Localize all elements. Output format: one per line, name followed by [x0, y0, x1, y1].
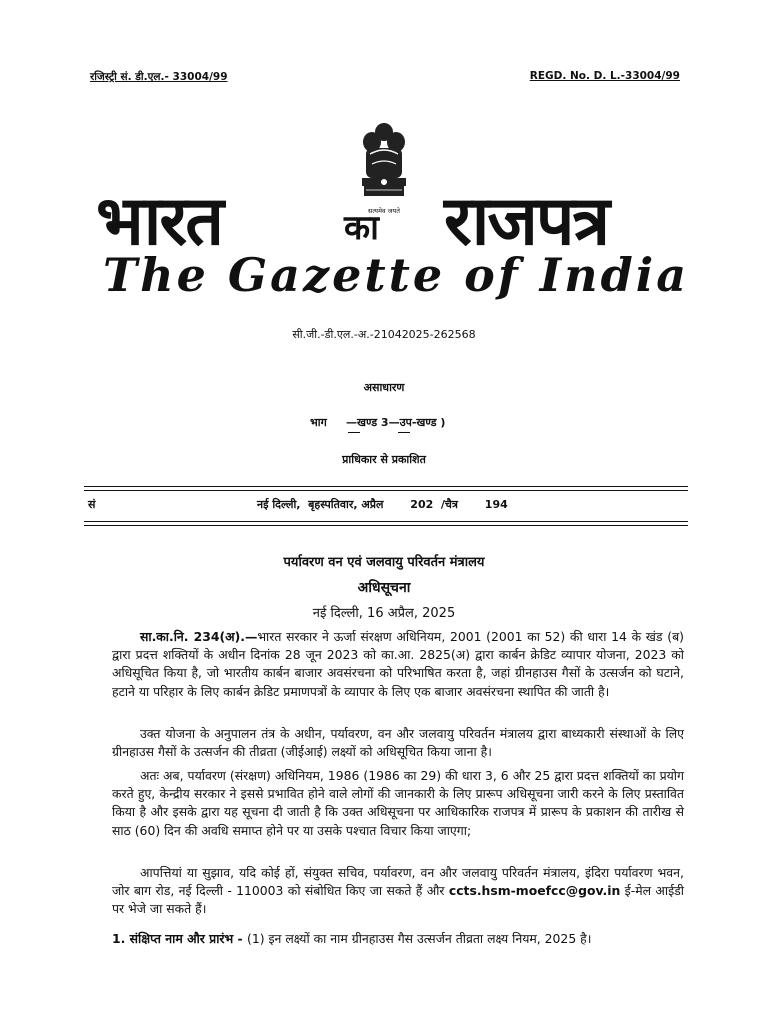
paragraph-5-text: (1) इन लक्ष्यों का नाम ग्रीनहाउस गैस उत्सर्जन तीव्रता लक्ष्य नियम, 2025 है।: [246, 931, 592, 946]
paragraph-1-text: भारत सरकार ने ऊर्जा संरक्षण अधिनियम, 2001 (2001 का 52) की धारा 14 के खंड (ब) द्वारा प्रदत्त शक्तियों के अधीन दिनांक 28 जून 2023 को का.आ. 2825(अ) द्वारा कार्बन क्रेडिट व्यापार योजना, 2023 को अधिसूचित किया है, जो भारतीय कार्बन बाजार अवसंरचना को परिभाषित करता है, जहां ग्रीनहाउस गैसों के उत्सर्जन को घटाने, हटाने या परिहार के लिए कार्बन क्रेडिट प्रमाणपत्रों के व्यापार के लिए एक बाजार अवसंरचना स्थापित की जाती है।: [112, 629, 684, 699]
paragraph-5: [112, 930, 684, 948]
divider: [84, 525, 688, 526]
divider: [84, 490, 688, 491]
section-heading: 1. संक्षिप्त नाम और प्रारंभ -: [112, 931, 247, 946]
paragraph-1: [112, 628, 684, 701]
masthead-rajpatra: राजपत्र: [444, 181, 609, 261]
paragraph-3: [112, 767, 684, 840]
emblem-motto: सत्यमेव जयते: [368, 207, 400, 215]
paragraph-3-text: अतः अब, पर्यावरण (संरक्षण) अधिनियम, 1986 (1986 का 29) की धारा 3, 6 और 25 द्वारा प्रदत्त शक्तियों का प्रयोग करते हुए, केन्द्रीय सरकार ने इससे प्रभावित होने वाले लोगों की जानकारी के लिए प्रारूप अधिसूचना जारी करने के लिए प्रस्तावित किया है और इसके द्वारा यह सूचना दी जाती है कि उक्त अधिसूचना पर आधिकारिक राजपत्र में प्रारूप के प्रकाशन की तारीख से साठ (60) दिन की अवधि समाप्त होने पर या उसके पश्चात विचार किया जाएगा;: [112, 768, 684, 838]
registration-number-english: REGD. No. D. L.-33004/99: [529, 70, 680, 82]
divider: [84, 486, 688, 487]
ministry-title: पर्यावरण वन एवं जलवायु परिवर्तन मंत्रालय: [283, 555, 485, 570]
masthead-ka: का: [344, 208, 377, 248]
paragraph-4-text: आपत्तियां या सुझाव, यदि कोई हों, संयुक्त सचिव, पर्यावरण, वन और जलवायु परिवर्तन मंत्रालय, इंदिरा पर्यावरण भवन, जोर बाग रोड, नई दिल्ली - 110003 को संबोधित किए जा सकते हैं और: [112, 865, 684, 899]
place-date: नई दिल्ली, 16 अप्रैल, 2025: [312, 606, 456, 621]
published-by-authority: प्राधिकार से प्रकाशित: [342, 453, 426, 466]
paragraph-2-text: उक्त योजना के अनुपालन तंत्र के अधीन, पर्यावरण, वन और जलवायु परिवर्तन मंत्रालय द्वारा बाध्यकारी संस्थाओं के लिए ग्रीनहाउस गैसों के उत्सर्जन की तीव्रता (जीईआई) लक्ष्यों को अधिसूचित किया जाना है।: [112, 726, 684, 760]
extraordinary-label: असाधारण: [363, 381, 405, 394]
divider: [84, 521, 688, 522]
cg-number: सी.जी.-डी.एल.-अ.-21042025-262568: [292, 328, 476, 341]
email-link[interactable]: ccts.hsm-moefcc@gov.in: [448, 883, 621, 899]
dateline: नई दिल्ली, बृहस्पतिवार, अप्रैल 202 /चैत्र 194: [257, 498, 508, 511]
paragraph-4: [112, 864, 684, 919]
section-label: —खण्ड 3—उप-खण्ड ): [346, 416, 446, 429]
blank-underline: [398, 432, 410, 433]
masthead-english: The Gazette of India: [102, 248, 690, 302]
paragraph-2: [112, 725, 684, 761]
masthead-bharat: भारत: [96, 181, 222, 261]
part-label: भाग: [310, 416, 327, 429]
registration-number-hindi: रजिस्ट्री सं. डी.एल.- 33004/99: [90, 71, 228, 83]
gsr-reference: सा.का.नि. 234(अ).—: [140, 629, 258, 644]
paragraph-4-tail: ई-मेल आईडी पर भेजे जा सकते हैं।: [112, 883, 684, 917]
blank-underline: [348, 432, 360, 433]
issue-number-label: सं: [88, 498, 96, 511]
notification-title: अधिसूचना: [357, 580, 411, 596]
